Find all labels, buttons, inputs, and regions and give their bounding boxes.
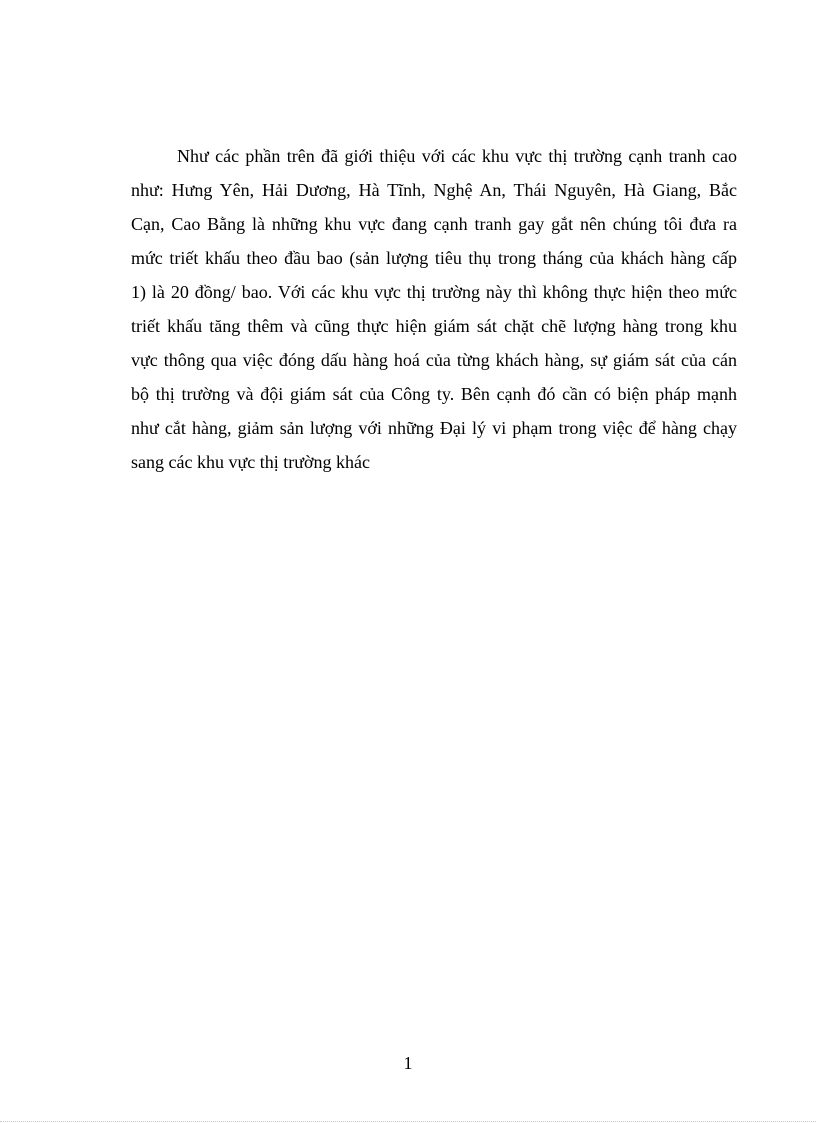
page-number: 1 (403, 1053, 413, 1073)
body-paragraph (131, 139, 737, 479)
paragraph-line: như cắt hàng, giảm sản lượng với những Đại lý vi phạm trong việc để hàng chạy (131, 418, 737, 438)
paragraph-line: 1) là 20 đồng/ bao. Với các khu vực thị trường này thì không thực hiện theo mức (131, 282, 737, 302)
paragraph-line: vực thông qua việc đóng dấu hàng hoá của từng khách hàng, sự giám sát của cán (131, 350, 737, 370)
page-bottom-border (0, 1121, 816, 1122)
paragraph-line: như: Hưng Yên, Hải Dương, Hà Tĩnh, Nghệ An, Thái Nguyên, Hà Giang, Bắc (131, 180, 737, 200)
paragraph-line: Cạn, Cao Bằng là những khu vực đang cạnh tranh gay gắt nên chúng tôi đưa ra (131, 214, 737, 234)
paragraph-line: mức triết khấu theo đầu bao (sản lượng tiêu thụ trong tháng của khách hàng cấp (131, 248, 737, 268)
paragraph-line: bộ thị trường và đội giám sát của Công ty. Bên cạnh đó cần có biện pháp mạnh (131, 384, 737, 404)
paragraph-line: Như các phần trên đã giới thiệu với các khu vực thị trường cạnh tranh cao (177, 146, 737, 166)
paragraph-line: triết khấu tăng thêm và cũng thực hiện giám sát chặt chẽ lượng hàng trong khu (131, 316, 737, 336)
paragraph-line: sang các khu vực thị trường khác (131, 452, 370, 472)
